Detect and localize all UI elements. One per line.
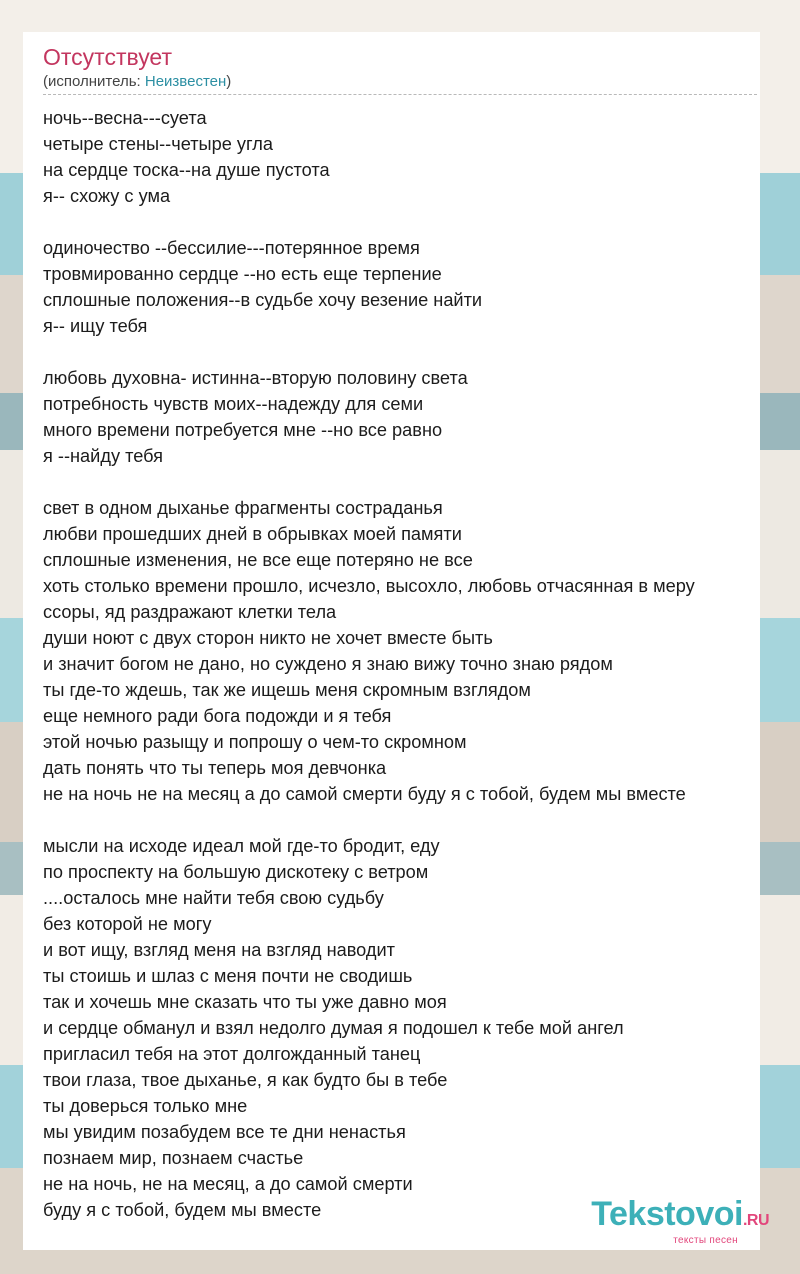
stanza-break <box>43 339 763 365</box>
lyric-line: твои глаза, твое дыханье, я как будто бы в тебе <box>43 1070 448 1090</box>
site-logo[interactable] <box>591 1197 769 1246</box>
lyric-line: души ноют с двух сторон никто не хочет вместе быть <box>43 628 493 648</box>
lyric-line: пригласил тебя на этот долгожданный танец <box>43 1044 421 1064</box>
lyric-line: тровмированно сердце --но есть еще терпение <box>43 264 442 284</box>
lyric-line: много времени потребуется мне --но все равно <box>43 420 443 440</box>
lyric-line: любви прошедших дней в обрывках моей памяти <box>43 524 462 544</box>
lyric-line: я-- ищу тебя <box>43 316 148 336</box>
stanza-break <box>43 209 763 235</box>
lyric-line: любовь духовна- истинна--вторую половину света <box>43 368 468 388</box>
lyric-line: без которой не могу <box>43 914 212 934</box>
lyric-line: ссоры, яд раздражают клетки тела <box>43 602 337 622</box>
title-divider <box>43 94 757 95</box>
lyric-line: я --найду тебя <box>43 446 163 466</box>
stanza-break <box>43 807 763 833</box>
artist-link[interactable]: Неизвестен <box>144 73 227 90</box>
lyric-line: потребность чувств моих--надежду для семи <box>43 394 424 414</box>
lyric-line: хоть столько времени прошло, исчезло, высохло, любовь отчасянная в меру <box>43 576 695 596</box>
artist-suffix: ) <box>226 73 232 90</box>
lyrics-text <box>43 105 763 1223</box>
lyric-line: свет в одном дыханье фрагменты состраданья <box>43 498 443 518</box>
lyric-line: ты доверься только мне <box>43 1096 248 1116</box>
lyric-line: ты где-то ждешь, так же ищешь меня скромным взглядом <box>43 680 531 700</box>
song-title: Отсутствует <box>43 44 172 70</box>
lyric-line: буду я с тобой, будем мы вместе <box>43 1200 322 1220</box>
lyric-line: еще немного ради бога подожди и я тебя <box>43 706 392 726</box>
lyric-line: дать понять что ты теперь моя девчонка <box>43 758 387 778</box>
lyric-line: ты стоишь и шлаз с меня почти не сводишь <box>43 966 413 986</box>
lyric-line: ночь--весна---суета <box>43 108 207 128</box>
artist-line <box>43 73 231 91</box>
lyrics-card <box>23 32 760 1250</box>
lyric-line: так и хочешь мне сказать что ты уже давно моя <box>43 992 447 1012</box>
lyric-line: и значит богом не дано, но суждено я знаю вижу точно знаю рядом <box>43 654 613 674</box>
logo-wordmark: Tekstovoi <box>591 1195 743 1233</box>
stanza-break <box>43 469 763 495</box>
lyric-line: этой ночью разыщу и попрошу о чем-то скромном <box>43 732 467 752</box>
lyric-line: познаем мир, познаем счастье <box>43 1148 304 1168</box>
lyric-line: сплошные изменения, не все еще потеряно не все <box>43 550 473 570</box>
lyric-line: я-- схожу с ума <box>43 186 171 206</box>
lyric-line: мы увидим позабудем все те дни ненастья <box>43 1122 406 1142</box>
lyric-line: не на ночь, не на месяц, а до самой смерти <box>43 1174 413 1194</box>
logo-tld: .RU <box>742 1212 769 1229</box>
lyric-line: по проспекту на большую дискотеку с ветром <box>43 862 429 882</box>
lyric-line: четыре стены--четыре угла <box>43 134 273 154</box>
lyric-line: и вот ищу, взгляд меня на взгляд наводит <box>43 940 395 960</box>
lyric-line: и сердце обманул и взял недолго думая я подошел к тебе мой ангел <box>43 1018 624 1038</box>
lyric-line: на сердце тоска--на душе пустота <box>43 160 330 180</box>
lyric-line: одиночество --бессилие---потерянное время <box>43 238 420 258</box>
artist-prefix: (исполнитель: <box>43 73 145 90</box>
logo-tagline: тексты песен <box>673 1235 738 1246</box>
lyric-line: сплошные положения--в судьбе хочу везение найти <box>43 290 483 310</box>
lyric-line: не на ночь не на месяц а до самой смерти буду я с тобой, будем мы вместе <box>43 784 686 804</box>
lyric-line: мысли на исходе идеал мой где-то бродит, еду <box>43 836 440 856</box>
lyric-line: ....осталось мне найти тебя свою судьбу <box>43 888 384 908</box>
